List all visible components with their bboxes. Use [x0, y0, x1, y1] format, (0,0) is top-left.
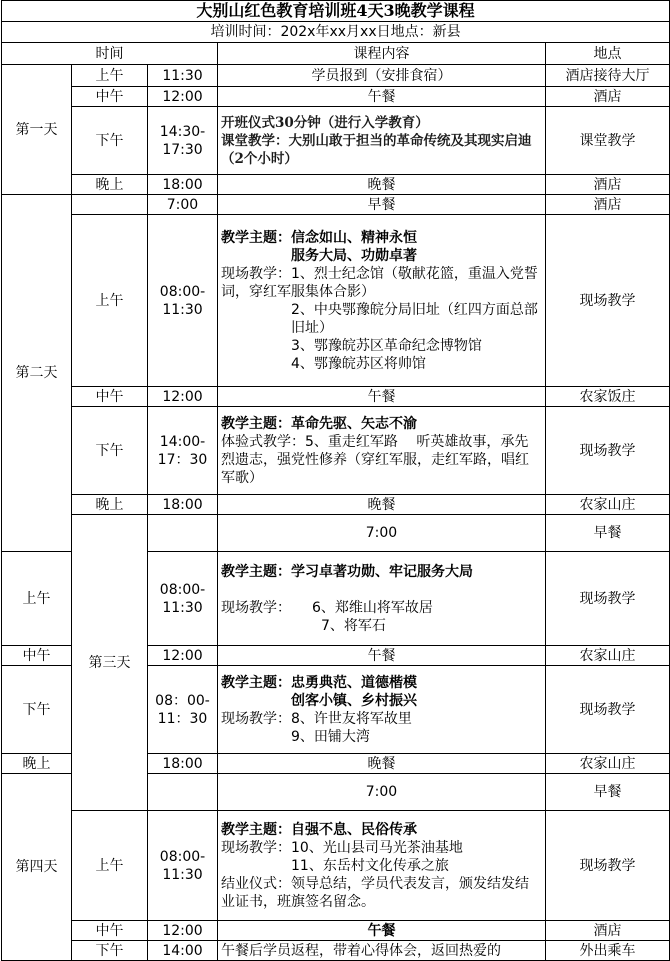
day-label: 第四天 [2, 774, 72, 961]
place: 现场教学 [546, 215, 670, 387]
period [148, 515, 218, 552]
place: 外出乘车 [546, 941, 670, 961]
time: 7:00 [218, 774, 546, 811]
period: 中午 [2, 646, 72, 666]
content: 早餐 [546, 515, 670, 552]
time: 12:00 [148, 921, 218, 941]
content: 早餐 [546, 774, 670, 811]
opening-ceremony-text: 开班仪式30分钟（进行入学教育） [221, 114, 429, 131]
content-cell [218, 407, 546, 495]
schedule-table [1, 0, 670, 961]
site-text: 4、鄂豫皖苏区将帅馆 [291, 355, 426, 372]
period: 晚上 [72, 175, 148, 195]
period: 下午 [72, 107, 148, 175]
period: 上午 [2, 552, 72, 646]
period: 上午 [72, 65, 148, 87]
theme-text: 教学主题：学习卓著功勋、牢记服务大局 [221, 563, 473, 580]
period: 中午 [72, 921, 148, 941]
place: 现场教学 [546, 811, 670, 921]
period: 上午 [72, 215, 148, 387]
time: 11:30 [148, 65, 218, 87]
time: 08:00-11:30 [148, 811, 218, 921]
theme-text: 教学主题：信念如山、精神永恒 [221, 229, 417, 246]
theme-text: 教学主题：自强不息、民俗传承 [221, 821, 417, 838]
place: 农家饭庄 [546, 387, 670, 407]
header-time: 时间 [2, 43, 218, 65]
content: 午餐 [218, 646, 546, 666]
place: 现场教学 [546, 552, 670, 646]
place: 酒店 [546, 175, 670, 195]
content-cell [218, 215, 546, 387]
day-label: 第二天 [2, 195, 72, 552]
period: 晚上 [2, 754, 72, 774]
content: 晚餐 [218, 495, 546, 515]
time: 08:00-11:30 [148, 552, 218, 646]
period: 晚上 [72, 495, 148, 515]
content: 午餐 [218, 87, 546, 107]
content: 晚餐 [218, 754, 546, 774]
content: 午餐 [218, 387, 546, 407]
day-label: 第一天 [2, 65, 72, 195]
time: 18:00 [148, 754, 218, 774]
place: 酒店 [546, 87, 670, 107]
content: 午餐后学员返程，带着心得体会，返回热爱的 [218, 941, 546, 961]
period: 上午 [72, 811, 148, 921]
place: 酒店 [546, 921, 670, 941]
place: 酒店 [546, 195, 670, 215]
spacer [221, 581, 542, 599]
content-cell [218, 666, 546, 754]
header-content: 课程内容 [218, 43, 546, 65]
time: 12:00 [148, 387, 218, 407]
site-text: 现场教学：10、光山县司马光茶油基地 [221, 839, 463, 856]
theme-text: 服务大局、功勋卓著 [291, 247, 417, 264]
site-text: 2、中央鄂豫皖分局旧址（红四方面总部旧址） [291, 301, 538, 336]
header-place: 地点 [546, 43, 670, 65]
place: 农家山庄 [546, 495, 670, 515]
site-text: 3、鄂豫皖苏区革命纪念博物馆 [291, 337, 482, 354]
site-text: 体验式教学：5、重走红军路 听英雄故事，承先烈遗志，强党性修养（穿红军服，走红军路，唱红军歌） [221, 433, 529, 486]
content: 早餐 [218, 195, 546, 215]
site-text: 现场教学：8、许世友将军故里 [221, 710, 412, 727]
subtitle: 培训时间：202x年xx月xx日地点：新县 [2, 22, 670, 43]
time: 14:00 [148, 941, 218, 961]
time: 7:00 [218, 515, 546, 552]
period: 下午 [72, 941, 148, 961]
period [72, 195, 148, 215]
time: 12:00 [148, 87, 218, 107]
closing-ceremony-text: 结业仪式：领导总结，学员代表发言，颁发结发结业证书，班旗签名留念。 [221, 875, 529, 910]
time: 08:00-11:30 [148, 215, 218, 387]
site-text: 现场教学：1、烈士纪念馆（敬献花篮，重温入党誓词，穿红军服集体合影） [221, 265, 538, 300]
time: 18:00 [148, 175, 218, 195]
time: 14:00-17：30 [148, 407, 218, 495]
content: 午餐 [218, 921, 546, 941]
place: 课堂教学 [546, 107, 670, 175]
theme-text: 教学主题：忠勇典范、道德楷模 [221, 674, 417, 691]
page-title: 大别山红色教育培训班4天3晚教学课程 [2, 1, 670, 22]
period: 中午 [72, 387, 148, 407]
site-text: 9、田铺大湾 [291, 728, 370, 745]
site-text: 现场教学： 6、郑维山将军故居 [221, 599, 433, 616]
site-text: 7、将军石 [321, 617, 386, 634]
time: 14:30-17:30 [148, 107, 218, 175]
theme-text: 创客小镇、乡村振兴 [291, 692, 417, 709]
content-cell [218, 107, 546, 175]
content-cell [218, 811, 546, 921]
site-text: 11、东岳村文化传承之旅 [291, 857, 449, 874]
time: 08：00-11：30 [148, 666, 218, 754]
period: 下午 [2, 666, 72, 754]
period [148, 774, 218, 811]
time: 7:00 [148, 195, 218, 215]
content-cell [218, 552, 546, 646]
period: 中午 [72, 87, 148, 107]
day-label: 第三天 [72, 515, 148, 811]
place: 酒店接待大厅 [546, 65, 670, 87]
theme-text: 教学主题：革命先驱、矢志不渝 [221, 415, 417, 432]
place: 农家山庄 [546, 646, 670, 666]
place: 现场教学 [546, 407, 670, 495]
time: 18:00 [148, 495, 218, 515]
period: 下午 [72, 407, 148, 495]
time: 12:00 [148, 646, 218, 666]
place: 农家山庄 [546, 754, 670, 774]
content: 晚餐 [218, 175, 546, 195]
content: 学员报到（安排食宿） [218, 65, 546, 87]
classroom-teaching-text: 课堂教学：大别山敢于担当的革命传统及其现实启迪（2个小时） [221, 132, 532, 167]
place: 现场教学 [546, 666, 670, 754]
